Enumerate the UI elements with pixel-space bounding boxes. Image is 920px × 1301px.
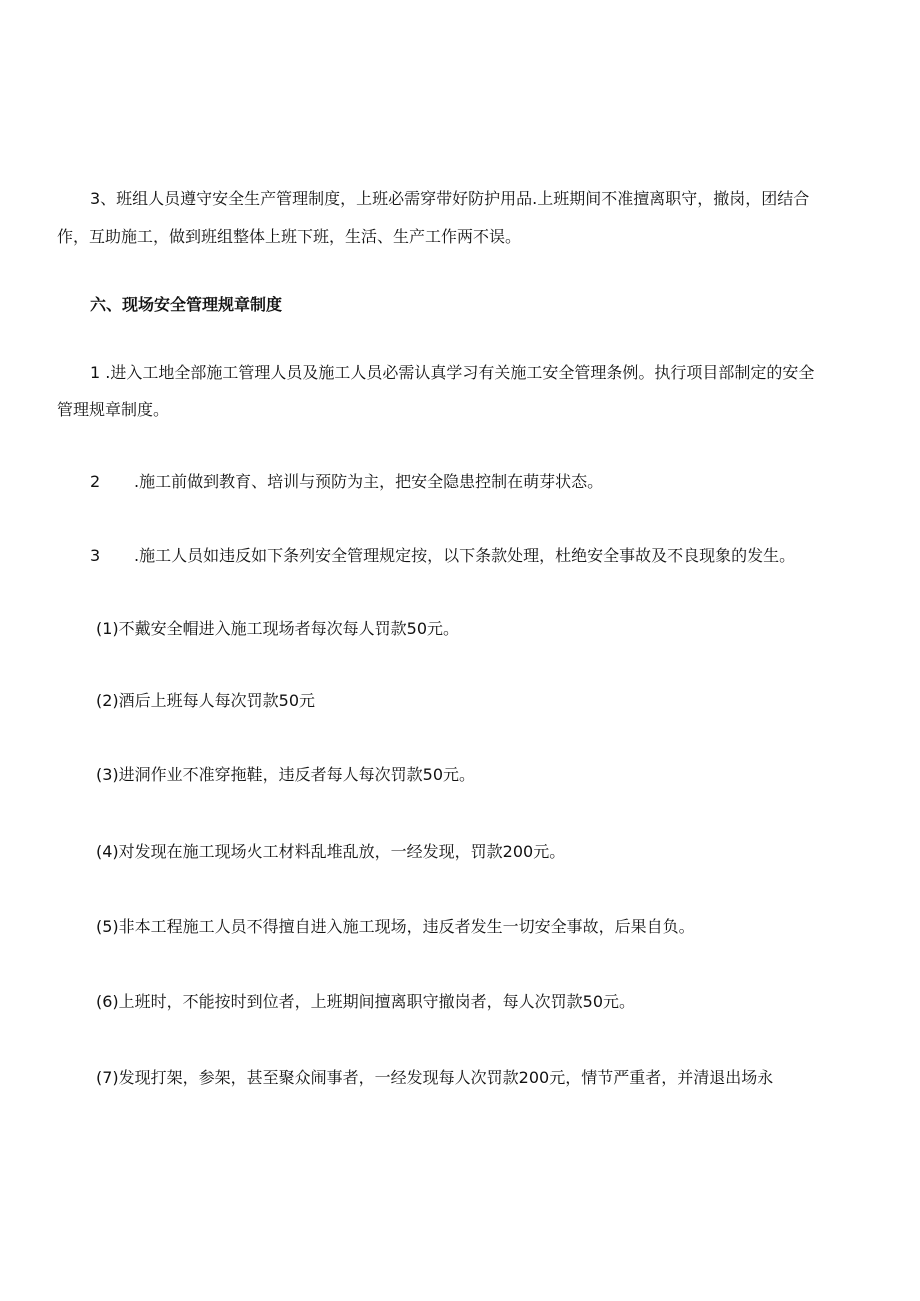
item-2-number: 2 <box>90 472 101 491</box>
rule-7: (7)发现打架，参架，甚至聚众闹事者，一经发现每人次罚款200元，情节严重者，并清退出场永 <box>96 1068 774 1087</box>
item-1-line-1: 1 .进入工地全部施工管理人员及施工人员必需认真学习有关施工安全管理条例。执行项目部制定的安全 <box>90 363 815 382</box>
rule-1: (1)不戴安全帽进入施工现场者每次每人罚款50元。 <box>96 619 460 638</box>
paragraph-3-line-2: 作，互助施工，做到班组整体上班下班，生活、生产工作两不误。 <box>57 227 522 246</box>
item-3 <box>90 545 795 567</box>
rule-2: (2)酒后上班每人每次罚款50元 <box>96 691 316 710</box>
item-3-text: .施工人员如违反如下条列安全管理规定按，以下条款处理，杜绝安全事故及不良现象的发生。 <box>134 546 796 565</box>
rule-5: (5)非本工程施工人员不得擅自进入施工现场，违反者发生一切安全事故，后果自负。 <box>96 917 695 936</box>
rule-3: (3)进洞作业不准穿拖鞋，违反者每人每次罚款50元。 <box>96 765 476 784</box>
item-1-line-2: 管理规章制度。 <box>57 400 170 419</box>
rule-4: (4)对发现在施工现场火工材料乱堆乱放，一经发现，罚款200元。 <box>96 842 566 861</box>
item-3-number: 3 <box>90 546 101 565</box>
section-6-title: 六、现场安全管理规章制度 <box>90 295 283 314</box>
paragraph-3-line-1: 3、班组人员遵守安全生产管理制度，上班必需穿带好防护用品.上班期间不准擅离职守，撤岗，团结合 <box>90 189 810 208</box>
rule-6: (6)上班时，不能按时到位者，上班期间擅离职守撤岗者，每人次罚款50元。 <box>96 992 636 1011</box>
item-2 <box>90 471 603 493</box>
item-2-text: .施工前做到教育、培训与预防为主，把安全隐患控制在萌芽状态。 <box>134 472 604 491</box>
